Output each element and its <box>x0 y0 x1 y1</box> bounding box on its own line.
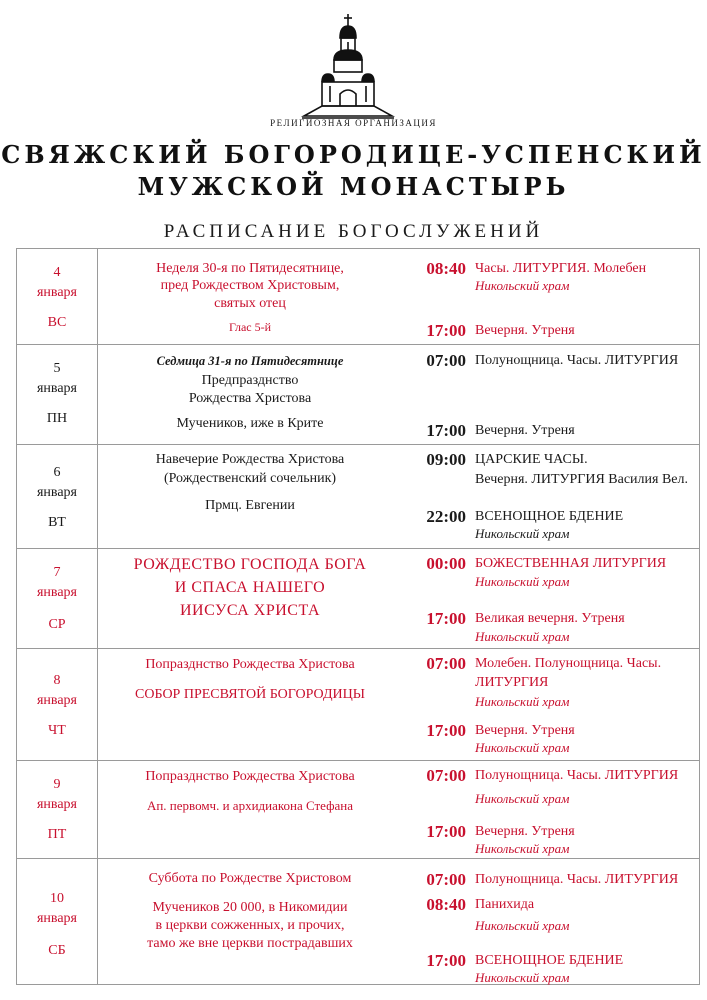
tone-label: Глас 5-й <box>228 320 272 334</box>
date-cell <box>17 649 98 760</box>
service-location: Никольский храм <box>475 278 570 293</box>
day-month: января <box>36 797 77 812</box>
date-cell <box>17 549 98 648</box>
service-time: 07:00 <box>426 351 466 370</box>
description-line: Попразднство Рождества Христова <box>145 769 355 784</box>
service-name: Вечерня. Утреня <box>475 423 575 438</box>
description-line: Мучеников 20 000, в Никомидии <box>152 900 348 915</box>
monastery-name-line1: СВЯЖСКИЙ БОГОРОДИЦЕ-УСПЕНСКИЙ <box>1 140 706 169</box>
service-location: Никольский храм <box>475 629 570 644</box>
services-cell <box>403 445 699 548</box>
service-location: Никольский храм <box>475 918 570 933</box>
day-month: января <box>36 285 77 300</box>
service-name: Часы. ЛИТУРГИЯ. Молебен <box>475 261 647 276</box>
day-number: 4 <box>53 265 61 280</box>
description-line: Навечерие Рождества Христова <box>155 452 345 467</box>
service-time: 22:00 <box>426 507 466 526</box>
services-cell <box>403 249 699 344</box>
service-time: 17:00 <box>426 609 466 628</box>
day-of-week: ВС <box>47 315 67 330</box>
day-month: января <box>36 485 77 500</box>
service-name: Панихида <box>475 897 535 912</box>
day-of-week: СБ <box>48 943 66 958</box>
service-time: 17:00 <box>426 721 466 740</box>
description-line: Попразднство Рождества Христова <box>145 657 355 672</box>
day-row <box>17 761 699 859</box>
service-time: 17:00 <box>426 421 466 440</box>
monastery-church-logo <box>300 12 396 120</box>
service-name: Полунощница. Часы. ЛИТУРГИЯ <box>475 872 679 887</box>
day-month: января <box>36 911 77 926</box>
schedule-title: РАСПИСАНИЕ БОГОСЛУЖЕНИЙ <box>163 221 544 242</box>
service-name: Вечерня. Утреня <box>475 323 575 338</box>
description-line: Прмц. Евгении <box>205 498 295 513</box>
description-line: СОБОР ПРЕСВЯТОЙ БОГОРОДИЦЫ <box>135 687 365 702</box>
description-line: (Рождественский сочельник) <box>163 471 337 486</box>
description-line: Рождества Христова <box>188 391 312 406</box>
description-line: пред Рождеством Христовым, <box>160 278 340 293</box>
service-location: Никольский храм <box>475 841 570 856</box>
day-of-week: ЧТ <box>48 723 66 738</box>
day-number: 9 <box>53 777 61 792</box>
day-row <box>17 859 699 985</box>
day-number: 6 <box>53 465 61 480</box>
day-of-week: ВТ <box>48 515 66 530</box>
day-row <box>17 445 699 549</box>
feast-title-line: РОЖДЕСТВО ГОСПОДА БОГА <box>133 556 367 573</box>
description-line: святых отец <box>214 296 286 311</box>
day-of-week: ПТ <box>47 827 67 842</box>
service-time: 08:40 <box>426 259 466 278</box>
service-name-continued: Вечерня. ЛИТУРГИЯ Василия Вел. <box>475 472 689 487</box>
description-line: Ап. первомч. и архидиакона Стефана <box>146 798 354 813</box>
service-location: Никольский храм <box>475 970 570 985</box>
date-cell <box>17 249 98 344</box>
day-month: января <box>36 381 77 396</box>
day-number: 8 <box>53 673 61 688</box>
feast-title-line: И СПАСА НАШЕГО <box>174 579 326 596</box>
description-line: Суббота по Рождестве Христовом <box>148 871 352 886</box>
day-number: 10 <box>50 891 64 906</box>
monastery-name-line2: МУЖСКОЙ МОНАСТЫРЬ <box>137 172 570 201</box>
service-name-continued: ЛИТУРГИЯ <box>475 675 549 690</box>
service-time: 07:00 <box>426 654 466 673</box>
description-line: тамо же вне церкви пострадавших <box>147 936 353 951</box>
description-line: Мучеников, иже в Крите <box>176 416 324 431</box>
description-line: Предпразднство <box>201 373 299 388</box>
service-name: ЦАРСКИЕ ЧАСЫ. <box>475 452 588 467</box>
service-time: 17:00 <box>426 822 466 841</box>
day-row <box>17 549 699 649</box>
date-cell <box>17 345 98 444</box>
day-row <box>17 345 699 445</box>
service-location: Никольский храм <box>475 694 570 709</box>
service-location: Никольский храм <box>475 791 570 806</box>
feast-title-line: ИИСУСА ХРИСТА <box>179 602 321 619</box>
service-name: Великая вечерня. Утреня <box>475 611 625 626</box>
services-cell <box>403 859 699 984</box>
services-cell <box>403 345 699 444</box>
service-name: ВСЕНОЩНОЕ БДЕНИЕ <box>475 509 624 524</box>
service-name: Молебен. Полунощница. Часы. <box>475 656 662 671</box>
organization-type: РЕЛИГИОЗНАЯ ОРГАНИЗАЦИЯ <box>270 118 437 128</box>
header <box>0 0 707 248</box>
service-time: 00:00 <box>426 554 466 573</box>
service-time: 07:00 <box>426 870 466 889</box>
day-number: 5 <box>53 361 61 376</box>
service-time: 08:40 <box>426 895 466 914</box>
day-row <box>17 249 699 345</box>
service-location: Никольский храм <box>475 526 570 541</box>
date-cell <box>17 445 98 548</box>
date-cell <box>17 761 98 858</box>
service-location: Никольский храм <box>475 740 570 755</box>
day-of-week: СР <box>48 617 66 632</box>
service-name: Полунощница. Часы. ЛИТУРГИЯ <box>475 768 679 783</box>
day-row <box>17 649 699 761</box>
service-time: 07:00 <box>426 766 466 785</box>
schedule-table <box>16 248 700 985</box>
service-time: 09:00 <box>426 450 466 469</box>
service-name: Полунощница. Часы. ЛИТУРГИЯ <box>475 353 679 368</box>
service-location: Никольский храм <box>475 574 570 589</box>
week-label: Седмица 31-я по Пятидесятнице <box>156 354 344 368</box>
service-name: БОЖЕСТВЕННАЯ ЛИТУРГИЯ <box>475 556 667 571</box>
services-cell <box>403 549 699 648</box>
day-number: 7 <box>53 565 61 580</box>
description-line: Неделя 30-я по Пятидесятнице, <box>156 261 344 276</box>
date-cell <box>17 859 98 984</box>
service-name: ВСЕНОЩНОЕ БДЕНИЕ <box>475 953 624 968</box>
day-of-week: ПН <box>46 411 68 426</box>
services-cell <box>403 649 699 760</box>
day-month: января <box>36 585 77 600</box>
service-time: 17:00 <box>426 321 466 340</box>
service-name: Вечерня. Утреня <box>475 723 575 738</box>
service-name: Вечерня. Утреня <box>475 824 575 839</box>
description-line: в церкви сожженных, и прочих, <box>155 918 345 933</box>
services-cell <box>403 761 699 858</box>
service-time: 17:00 <box>426 951 466 970</box>
day-month: января <box>36 693 77 708</box>
